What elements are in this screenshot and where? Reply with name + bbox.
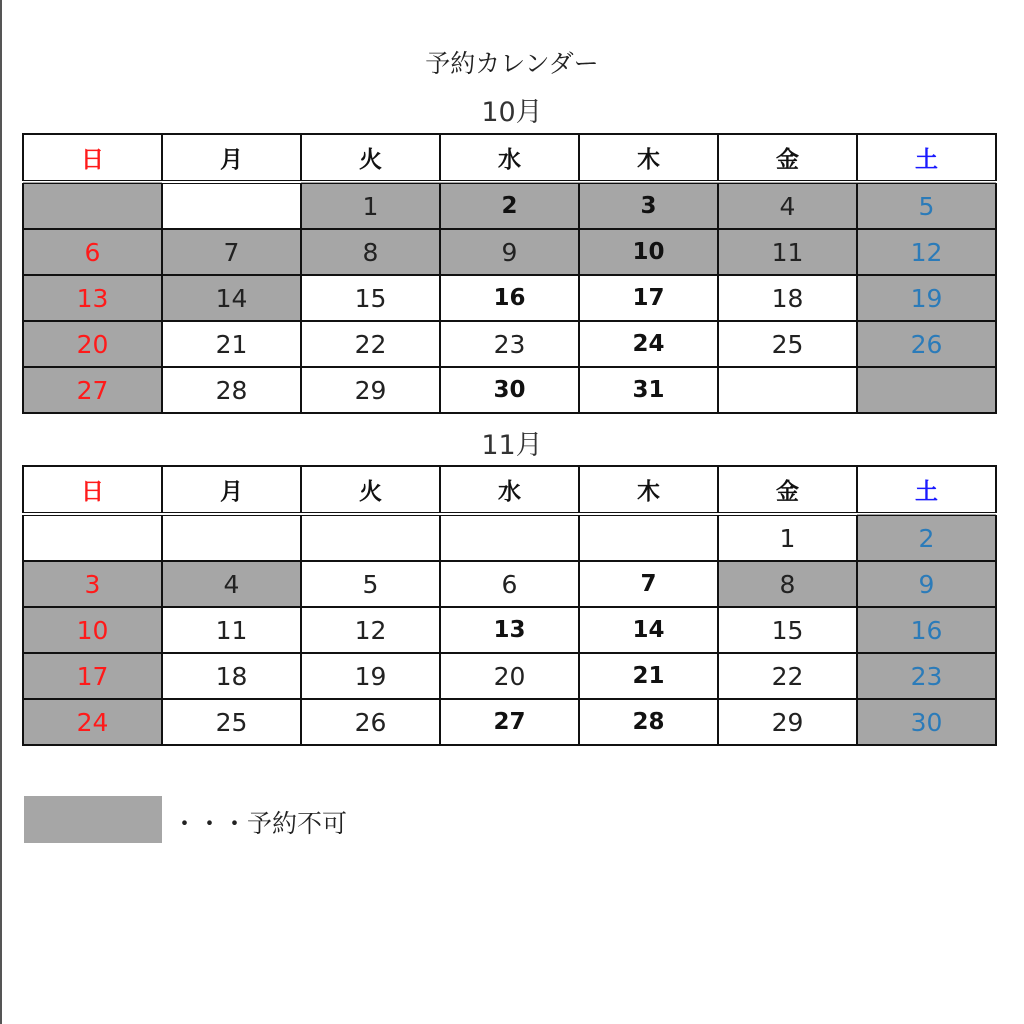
date-cell[interactable]: 21 (579, 653, 718, 699)
empty-cell (23, 514, 162, 561)
weekday-header-sat: 土 (857, 466, 996, 514)
empty-cell (162, 182, 301, 229)
week-row (23, 653, 996, 699)
empty-cell (440, 514, 579, 561)
date-cell[interactable]: 2 (440, 182, 579, 229)
date-cell[interactable]: 17 (23, 653, 162, 699)
calendar-title: 予約カレンダー (425, 49, 599, 78)
date-cell[interactable]: 6 (440, 561, 579, 607)
empty-cell (23, 182, 162, 229)
date-cell[interactable]: 25 (162, 699, 301, 745)
date-cell[interactable]: 26 (301, 699, 440, 745)
date-cell[interactable]: 28 (579, 699, 718, 745)
date-cell[interactable]: 11 (162, 607, 301, 653)
date-cell[interactable]: 19 (301, 653, 440, 699)
date-cell[interactable]: 4 (718, 182, 857, 229)
page-left-border (0, 0, 2, 1024)
date-cell[interactable]: 13 (440, 607, 579, 653)
week-row (23, 182, 996, 229)
week-row (23, 699, 996, 745)
weekday-header-thu: 木 (579, 466, 718, 514)
date-cell[interactable]: 23 (857, 653, 996, 699)
october-title: 10月 (481, 97, 543, 128)
weekday-header-mon: 月 (162, 466, 301, 514)
empty-cell (718, 367, 857, 413)
empty-cell (857, 367, 996, 413)
unavailable-legend-label: ・・・予約不可 (172, 809, 348, 838)
date-cell[interactable]: 19 (857, 275, 996, 321)
weekday-header-fri: 金 (718, 134, 857, 182)
week-row (23, 229, 996, 275)
october-calendar (22, 133, 997, 414)
weekday-header-tue: 火 (301, 134, 440, 182)
empty-cell (579, 514, 718, 561)
weekday-header-fri: 金 (718, 466, 857, 514)
weekday-header-sun: 日 (23, 134, 162, 182)
empty-cell (162, 514, 301, 561)
unavailable-legend-swatch (24, 796, 162, 843)
week-row (23, 321, 996, 367)
date-cell[interactable]: 9 (857, 561, 996, 607)
date-cell[interactable]: 12 (857, 229, 996, 275)
date-cell[interactable]: 1 (718, 514, 857, 561)
date-cell[interactable]: 8 (301, 229, 440, 275)
date-cell[interactable]: 5 (857, 182, 996, 229)
date-cell[interactable]: 18 (162, 653, 301, 699)
date-cell[interactable]: 27 (23, 367, 162, 413)
date-cell[interactable]: 16 (857, 607, 996, 653)
week-row (23, 275, 996, 321)
date-cell[interactable]: 3 (579, 182, 718, 229)
date-cell[interactable]: 7 (579, 561, 718, 607)
date-cell[interactable]: 31 (579, 367, 718, 413)
weekday-header-thu: 木 (579, 134, 718, 182)
date-cell[interactable]: 23 (440, 321, 579, 367)
date-cell[interactable]: 4 (162, 561, 301, 607)
date-cell[interactable]: 1 (301, 182, 440, 229)
date-cell[interactable]: 18 (718, 275, 857, 321)
date-cell[interactable]: 15 (301, 275, 440, 321)
date-cell[interactable]: 26 (857, 321, 996, 367)
date-cell[interactable]: 9 (440, 229, 579, 275)
date-cell[interactable]: 22 (718, 653, 857, 699)
weekday-header-mon: 月 (162, 134, 301, 182)
week-row (23, 607, 996, 653)
november-title: 11月 (481, 430, 543, 461)
date-cell[interactable]: 10 (23, 607, 162, 653)
date-cell[interactable]: 12 (301, 607, 440, 653)
empty-cell (301, 514, 440, 561)
date-cell[interactable]: 7 (162, 229, 301, 275)
weekday-header-wed: 水 (440, 466, 579, 514)
date-cell[interactable]: 16 (440, 275, 579, 321)
weekday-header-wed: 水 (440, 134, 579, 182)
date-cell[interactable]: 24 (23, 699, 162, 745)
date-cell[interactable]: 17 (579, 275, 718, 321)
date-cell[interactable]: 20 (23, 321, 162, 367)
november-calendar (22, 465, 997, 746)
week-row (23, 514, 996, 561)
week-row (23, 561, 996, 607)
date-cell[interactable]: 8 (718, 561, 857, 607)
date-cell[interactable]: 3 (23, 561, 162, 607)
week-row (23, 367, 996, 413)
date-cell[interactable]: 30 (440, 367, 579, 413)
date-cell[interactable]: 29 (301, 367, 440, 413)
date-cell[interactable]: 30 (857, 699, 996, 745)
date-cell[interactable]: 14 (162, 275, 301, 321)
date-cell[interactable]: 29 (718, 699, 857, 745)
weekday-header-sat: 土 (857, 134, 996, 182)
date-cell[interactable]: 10 (579, 229, 718, 275)
date-cell[interactable]: 24 (579, 321, 718, 367)
date-cell[interactable]: 21 (162, 321, 301, 367)
date-cell[interactable]: 2 (857, 514, 996, 561)
date-cell[interactable]: 13 (23, 275, 162, 321)
date-cell[interactable]: 11 (718, 229, 857, 275)
date-cell[interactable]: 22 (301, 321, 440, 367)
date-cell[interactable]: 6 (23, 229, 162, 275)
date-cell[interactable]: 20 (440, 653, 579, 699)
date-cell[interactable]: 28 (162, 367, 301, 413)
date-cell[interactable]: 15 (718, 607, 857, 653)
date-cell[interactable]: 27 (440, 699, 579, 745)
weekday-header-tue: 火 (301, 466, 440, 514)
date-cell[interactable]: 14 (579, 607, 718, 653)
date-cell[interactable]: 5 (301, 561, 440, 607)
date-cell[interactable]: 25 (718, 321, 857, 367)
weekday-header-sun: 日 (23, 466, 162, 514)
